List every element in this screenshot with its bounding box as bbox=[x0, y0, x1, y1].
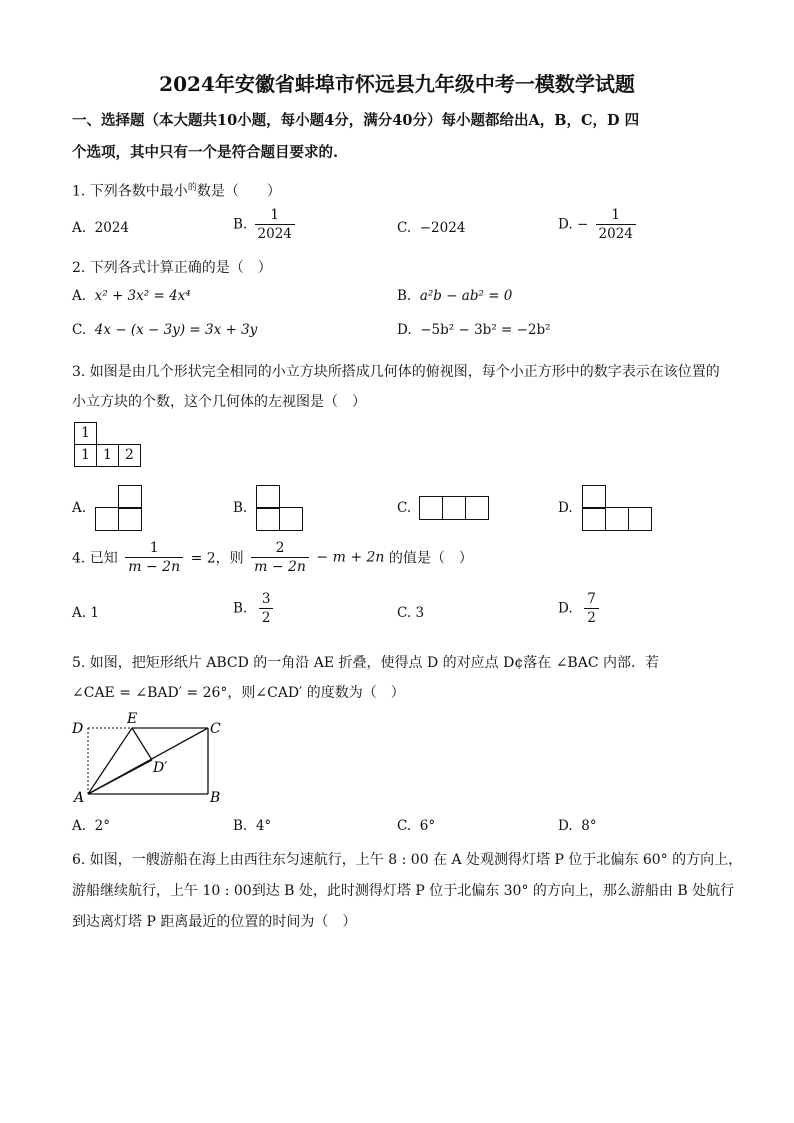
section-heading-line1: 一、选择题（本大题共10小题，每小题4分，满分40分）每小题都给出A，B，C，D 四 bbox=[72, 112, 640, 129]
grid-cell: 1 bbox=[74, 422, 97, 445]
q2-option-d[interactable]: D. −5b² − 3b² = −2b² bbox=[397, 322, 551, 338]
q4-b-fraction: $\frac{3}{2}$ bbox=[259, 591, 274, 626]
q5-rectangle-figure bbox=[68, 708, 228, 808]
q2-option-b[interactable]: B. a²b − ab² = 0 bbox=[397, 288, 513, 304]
q4-d-fraction: $\frac{7}{2}$ bbox=[584, 591, 599, 626]
label-e: E bbox=[127, 711, 138, 727]
q3-option-c-label[interactable]: C. bbox=[397, 500, 412, 516]
q4-option-d[interactable]: D. $\frac{7}{2}$ bbox=[558, 591, 602, 626]
q3-option-a-figure[interactable] bbox=[95, 485, 143, 531]
label-d: D bbox=[72, 721, 84, 737]
segment-ed bbox=[132, 728, 152, 760]
fig-cell bbox=[256, 485, 280, 509]
q2-option-c[interactable]: C. 4x − (x − 3y) = 3x + 3y bbox=[72, 322, 258, 338]
q4-fraction-2: $\frac{2}{m - 2n}$ bbox=[251, 540, 309, 575]
segment-ad bbox=[88, 760, 152, 794]
grid-cell: 1 bbox=[74, 444, 97, 467]
grid-cell: 2 bbox=[118, 444, 141, 467]
label-b: B bbox=[210, 790, 221, 806]
q4-stem: 4. 已知 $\frac{1}{m - 2n}$ = 2，则 $\frac{2}{m - 2n}$ − m + 2n 的值是（ ） bbox=[72, 540, 473, 575]
fig-cell bbox=[465, 496, 489, 520]
q1-stem: 1. 下列各数中最小$^的$数是（ ） bbox=[72, 183, 281, 200]
fig-cell bbox=[95, 507, 119, 531]
grid-cell: 1 bbox=[96, 444, 119, 467]
q3-option-b-figure[interactable] bbox=[256, 485, 304, 531]
q2-stem: 2. 下列各式计算正确的是（ ） bbox=[72, 260, 272, 276]
q5-option-b[interactable]: B. 4° bbox=[233, 818, 272, 834]
q6-stem-line3: 到达离灯塔 P 距离最近的位置的时间为（ ） bbox=[72, 914, 357, 930]
label-d-prime: D′ bbox=[153, 760, 168, 776]
q3-stem-line1: 3. 如图是由几个形状完全相同的小立方块所搭成几何体的俯视图，每个小正方形中的数字表示在该位置的 bbox=[72, 364, 720, 380]
page-title: 2024年安徽省蚌埠市怀远县九年级中考一模数学试题 bbox=[159, 72, 635, 96]
q3-top-view-grid bbox=[74, 422, 146, 470]
q3-option-d-figure[interactable] bbox=[582, 485, 654, 531]
q1-option-a[interactable]: A. 2024 bbox=[72, 220, 129, 236]
q5-option-a[interactable]: A. 2° bbox=[72, 818, 110, 834]
q2-option-a[interactable]: A. x² + 3x² = 4x⁴ bbox=[72, 288, 191, 304]
q1-b-fraction: $\frac{1}{2024}$ bbox=[255, 207, 295, 242]
q5-stem-line1: 5. 如图，把矩形纸片 ABCD 的一角沿 AE 折叠，使得点 D 的对应点 D¢落在 ∠BAC 内部．若 bbox=[72, 655, 659, 671]
q4-fraction-1: $\frac{1}{m - 2n}$ bbox=[125, 540, 183, 575]
q3-option-b-label[interactable]: B. bbox=[233, 500, 248, 516]
q3-stem-line2: 小立方块的个数，这个几何体的左视图是（ ） bbox=[72, 394, 366, 410]
q3-option-c-figure[interactable] bbox=[419, 496, 489, 520]
q6-stem-line2: 游船继续航行，上午 10 : 00到达 B 处，此时测得灯塔 P 位于北偏东 30° 的方向上，那么游船由 B 处航行 bbox=[72, 883, 735, 899]
q1-option-d[interactable]: D. − $\frac{1}{2024}$ bbox=[558, 207, 639, 242]
q3-option-a-label[interactable]: A. bbox=[72, 500, 87, 516]
q5-option-d[interactable]: D. 8° bbox=[558, 818, 597, 834]
q4-option-b[interactable]: B. $\frac{3}{2}$ bbox=[233, 591, 276, 626]
label-c: C bbox=[210, 721, 221, 737]
fig-cell bbox=[279, 507, 303, 531]
q1-option-b[interactable]: B. $\frac{1}{2024}$ bbox=[233, 207, 298, 242]
fig-cell bbox=[605, 507, 629, 531]
fig-cell bbox=[256, 507, 280, 531]
fig-cell bbox=[118, 507, 142, 531]
q6-stem-line1: 6. 如图，一艘游船在海上由西往东匀速航行，上午 8 : 00 在 A 处观测得灯塔 P 位于北偏东 60° 的方向上， bbox=[72, 852, 743, 868]
q5-stem-line2: ∠CAE = ∠BAD′ = 26°，则∠CAD′ 的度数为（ ） bbox=[72, 685, 405, 701]
fig-cell bbox=[419, 496, 443, 520]
q5-option-c[interactable]: C. 6° bbox=[397, 818, 436, 834]
fold-line-ae bbox=[88, 728, 132, 794]
fig-cell bbox=[582, 507, 606, 531]
section-heading-line2: 个选项，其中只有一个是符合题目要求的. bbox=[72, 144, 339, 161]
fig-cell bbox=[628, 507, 652, 531]
q3-option-d-label[interactable]: D. bbox=[558, 500, 573, 516]
q1-d-fraction: $\frac{1}{2024}$ bbox=[596, 207, 636, 242]
fig-cell bbox=[442, 496, 466, 520]
q4-option-a[interactable]: A. 1 bbox=[72, 605, 99, 621]
q4-option-c[interactable]: C. 3 bbox=[397, 605, 425, 621]
q1-option-c[interactable]: C. −2024 bbox=[397, 220, 466, 236]
label-a: A bbox=[74, 790, 85, 806]
fig-cell bbox=[118, 485, 142, 509]
fig-cell bbox=[582, 485, 606, 509]
